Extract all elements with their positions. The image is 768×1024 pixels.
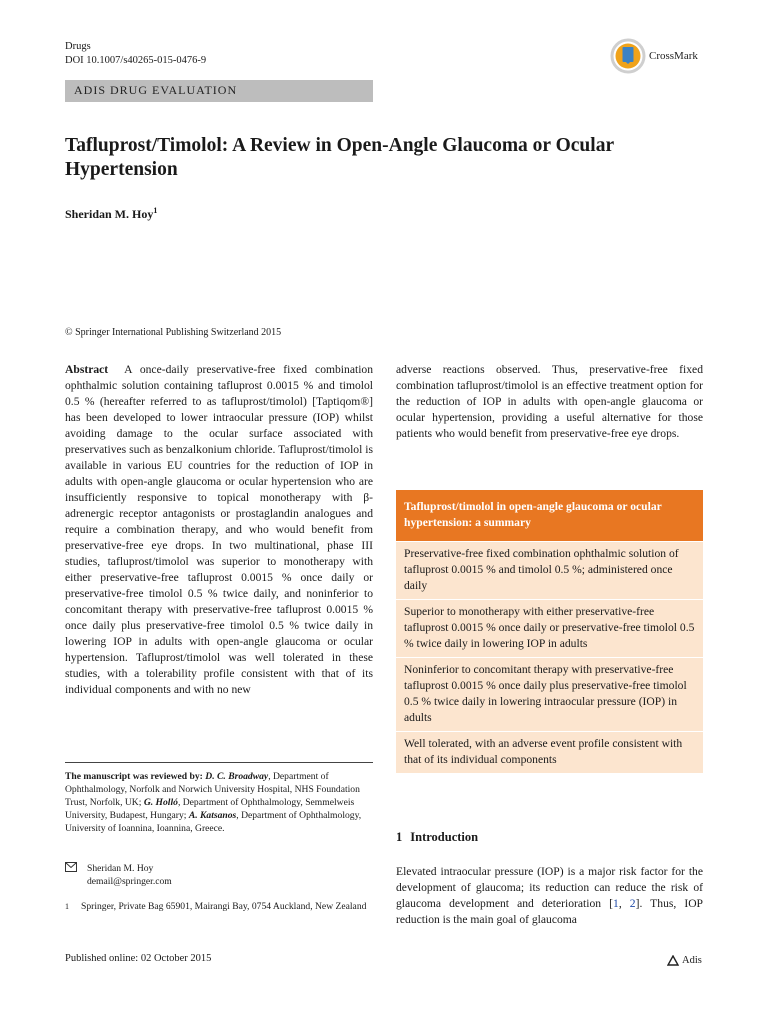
section-number: 1 — [396, 830, 403, 844]
footnote-divider — [65, 762, 373, 763]
summary-item: Preservative-free fixed combination ophthalmic solution of tafluprost 0.0015 % and timolol 0.5 %; administered once daily — [396, 541, 703, 599]
summary-item: Superior to monotherapy with either preservative-free tafluprost 0.0015 % once daily or preservative-free timolol 0.5 % twice daily in lowering IOP in adults — [396, 599, 703, 657]
copyright: © Springer International Publishing Switzerland 2015 — [65, 327, 282, 338]
reviewers-note — [65, 770, 375, 835]
reviewers-lead: The manuscript was reviewed by: — [65, 771, 203, 782]
introduction-text — [396, 864, 703, 928]
doi[interactable]: DOI 10.1007/s40265-015-0476-9 — [65, 55, 207, 66]
intro-text-before: Elevated intraocular pressure (IOP) is a major risk factor for the development of glaucoma; its reduction can reduce the risk of glaucoma development and deterioration [ — [396, 865, 703, 910]
author-line — [65, 206, 157, 222]
abstract-label: Abstract — [65, 363, 109, 376]
journal-name: Drugs — [65, 41, 91, 52]
published-date: Published online: 02 October 2015 — [65, 953, 212, 964]
adis-triangle-icon — [667, 955, 679, 966]
crossmark-icon — [610, 38, 646, 74]
contact-name: Sheridan M. Hoy — [87, 863, 154, 874]
publisher-logo — [667, 955, 702, 966]
reviewer-3-name: A. Katsanos — [188, 810, 237, 821]
summary-item: Noninferior to concomitant therapy with preservative-free tafluprost 0.0015 % once daily plus preservative-free timolol 0.5 % twice daily in lowering intraocular pressure (IOP) in adults — [396, 657, 703, 731]
envelope-icon — [65, 862, 77, 872]
contact-email[interactable]: demail@springer.com — [87, 876, 172, 887]
author-name: Sheridan M. Hoy — [65, 207, 154, 221]
reviewer-3-affil: , Department of Ophthalmology, University of Ioannina, Ioannina, Greece. — [65, 810, 362, 834]
crossmark-label: CrossMark — [649, 50, 698, 62]
article-title: Tafluprost/Timolol: A Review in Open-Angle Glaucoma or Ocular Hypertension — [65, 135, 614, 180]
article-type-band — [65, 80, 373, 102]
abstract-continuation: adverse reactions observed. Thus, preservative-free fixed combination tafluprost/timolol is an effective treatment option for the reduction of IOP in adults with open-angle glaucoma or ocular hypertension, providing a useful alternative for those patients who would benefit from preservative-free eye drops. — [396, 363, 703, 440]
reviewer-1-affil: , Department of Ophthalmology, Norfolk and Norwich University Hospital, NHS Foundation Trust, Norfolk, UK; — [65, 771, 360, 808]
reviewer-2-affil: , Department of Ophthalmology, Semmelweis University, Budapest, Hungary; — [65, 797, 355, 821]
section-title: Introduction — [410, 830, 479, 844]
summary-heading: Tafluprost/timolol in open-angle glaucoma or ocular hypertension: a summary — [396, 490, 703, 541]
publisher-name: Adis — [682, 955, 702, 966]
abstract — [65, 362, 373, 698]
corresponding-author — [65, 862, 375, 888]
journal-info — [65, 40, 206, 68]
affiliation — [65, 900, 375, 913]
author-affil-mark: 1 — [153, 206, 158, 215]
crossmark-badge[interactable] — [610, 38, 698, 74]
reviewer-2-name: G. Holló — [143, 797, 178, 808]
section-heading-introduction — [396, 830, 478, 845]
summary-box — [396, 490, 703, 773]
citation-link[interactable]: 1 — [613, 897, 619, 910]
article-type-label: ADIS DRUG EVALUATION — [74, 83, 238, 97]
intro-text-after: ]. Thus, IOP reduction is the main goal of glaucoma — [396, 897, 704, 926]
affiliation-text: Springer, Private Bag 65901, Mairangi Bay, 0754 Auckland, New Zealand — [81, 901, 367, 912]
summary-item: Well tolerated, with an adverse event profile consistent with that of its individual components — [396, 731, 703, 773]
reviewer-1-name: D. C. Broadway — [205, 771, 269, 782]
citation-link[interactable]: 2 — [629, 897, 636, 910]
affiliation-mark: 1 — [65, 902, 69, 911]
abstract-text: A once-daily preservative-free fixed combination ophthalmic solution containing tafluprost 0.0015 % and timolol 0.5 % (hereafter referred to as tafluprost/timolol) [Taptiqom®] has been developed to lower intraocular pressure (IOP) whilst avoiding damage to the ocular surface associated with preservatives such as benzalkonium chloride. Tafluprost/timolol is available in various EU countries for the reduction of IOP in adults with open-angle glaucoma or ocular hypertension who are insufficiently responsive to topical monotherapy with β-adrenergic receptor antagonists or prostaglandin analogues and require a combination therapy, and who would benefit from preservative-free eye drops. In two multinational, phase III studies, tafluprost/timolol was superior to monotherapy with either preservative-free tafluprost 0.0015 % once daily or preservative-free timolol 0.5 % twice daily, and noninferior to concomitant therapy with preservative-free tafluprost 0.0015 % once daily plus preservative-free timolol 0.5 % twice daily in lowering IOP in adults with open-angle glaucoma or ocular hypertension. Tafluprost/timolol was well tolerated in these studies, with a tolerability profile consistent with that of its individual components and with no new — [65, 363, 374, 696]
citation-separator: , — [618, 897, 630, 910]
